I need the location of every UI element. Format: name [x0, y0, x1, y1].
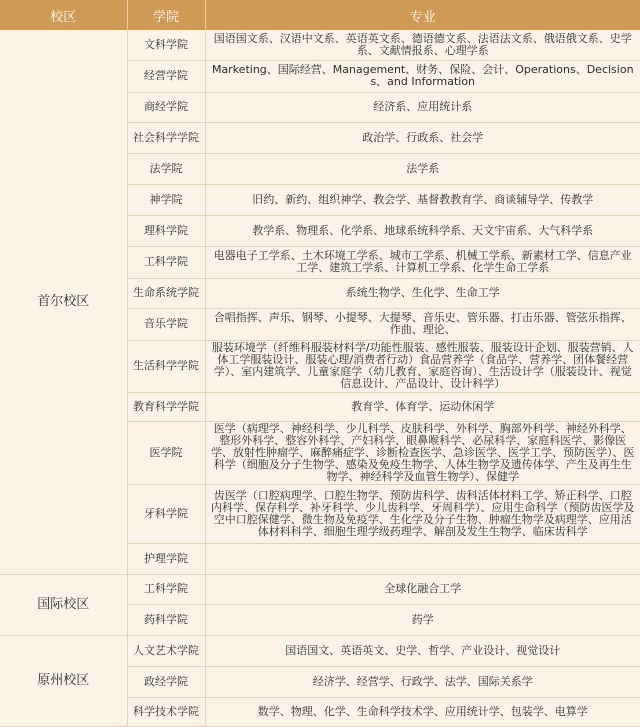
college-cell: 工科学院	[127, 246, 205, 278]
major-cell: 电器电子工学系、土木环境工学系、城市工学系、机械工学系、新素材工学、信息产业工学、建筑工学系、计算机工学系、化学生命工学系	[205, 246, 640, 278]
header-college: 学院	[127, 0, 205, 30]
college-cell: 神学院	[127, 184, 205, 215]
major-cell: 数学、物理、化学、生命科学技术学、应用统计学、包装学、电算学	[205, 697, 640, 726]
campus-cell: 原州校区	[0, 635, 127, 726]
major-cell: 教学系、物理系、化学系、地球系统科学系、天文宇宙系、大气科学系	[205, 215, 640, 246]
college-cell: 理科学院	[127, 215, 205, 246]
major-cell: 药学	[205, 604, 640, 635]
header-campus: 校区	[0, 0, 127, 30]
college-cell: 生命系统学院	[127, 278, 205, 308]
college-cell: 教育科学学院	[127, 392, 205, 421]
college-cell: 文科学院	[127, 30, 205, 60]
major-cell: 旧约、新约、组织神学、教会学、基督教教育学、商谈辅导学、传教学	[205, 184, 640, 215]
major-cell: 法学系	[205, 153, 640, 184]
campus-cell: 国际校区	[0, 574, 127, 635]
major-cell: 政治学、行政系、社会学	[205, 122, 640, 153]
major-cell: 经济系、应用统计系	[205, 92, 640, 122]
major-cell: 国语国文系、汉语中文系、英语英文系、德语德文系、法语法文系、俄语俄文系、史学系、文献情报系、心理学系	[205, 30, 640, 60]
major-cell: 服装环境学（纤维科服装材料学/功能性服装、感性服装、服装设计企划、服装营销、人体工学服装设计、服装心理/消费者行动）食品营养学（食品学、营养学、团体餐经营学）、室内建筑学、儿童家庭学（幼儿教育、家庭咨询）、生活设计学（服装设计、视觉信息设计、产品设计、设计科学）	[205, 340, 640, 392]
college-cell: 科学技术学院	[127, 697, 205, 726]
college-cell: 工科学院	[127, 574, 205, 604]
major-cell	[205, 543, 640, 574]
college-cell: 音乐学院	[127, 308, 205, 340]
table-row	[0, 30, 640, 60]
college-cell: 社会科学学院	[127, 122, 205, 153]
college-cell: 政经学院	[127, 666, 205, 697]
major-cell: 合唱指挥、声乐、钢琴、小提琴、大提琴、音乐史、管乐器、打击乐器、管弦乐指挥、作曲、理论、	[205, 308, 640, 340]
major-cell: 系统生物学、生化学、生命工学	[205, 278, 640, 308]
major-cell: 齿医学（口腔病理学、口腔生物学、预防齿科学、齿科活体材料工学、矫正科学、口腔内科学、保存科学、补牙科学、少儿齿科学、牙周科学）、应用生命科学（预防齿医学及空中口腔保健学、微生物及免疫学、生化学及分子生物、肿瘤生物学及病理学、应用活体材料科学、细胞生理学级药理学、解剖及发生生物学、临床齿科学	[205, 484, 640, 543]
college-cell: 生活科学学院	[127, 340, 205, 392]
table-row	[0, 635, 640, 666]
college-cell: 医学院	[127, 421, 205, 484]
table-row	[0, 574, 640, 604]
college-cell: 药科学院	[127, 604, 205, 635]
college-cell: 法学院	[127, 153, 205, 184]
college-cell: 人文艺术学院	[127, 635, 205, 666]
major-cell: 全球化融合工学	[205, 574, 640, 604]
major-cell: Marketing、国际经营、Management、财务、保险、会计、Operations、Decisions、and Information	[205, 60, 640, 92]
college-cell: 经营学院	[127, 60, 205, 92]
major-cell: 经济学、经营学、行政学、法学、国际关系学	[205, 666, 640, 697]
major-cell: 教育学、体育学、运动休闲学	[205, 392, 640, 421]
major-cell: 医学（病理学、神经科学、少儿科学、皮肤科学、外科学、胸部外科学、神经外科学、整形外科学、整容外科学、产妇科学、眼鼻喉科学、必尿科学、家庭科医学、影像医学、放射性肿瘤学、麻醉痛症学、诊断检查医学、急诊医学、医学工学、预防医学）、医科学（细胞及分子生物学、感染及免疫生物学、人体生物学及遗传体学、产生及再生生物学、神经科学及血管生物学）、保健学	[205, 421, 640, 484]
campus-cell: 首尔校区	[0, 30, 127, 574]
header-row	[0, 0, 640, 30]
header-major: 专业	[205, 0, 640, 30]
college-cell: 牙科学院	[127, 484, 205, 543]
college-cell: 护理学院	[127, 543, 205, 574]
college-cell: 商经学院	[127, 92, 205, 122]
major-cell: 国语国文、英语英文、史学、哲学、产业设计、视觉设计	[205, 635, 640, 666]
